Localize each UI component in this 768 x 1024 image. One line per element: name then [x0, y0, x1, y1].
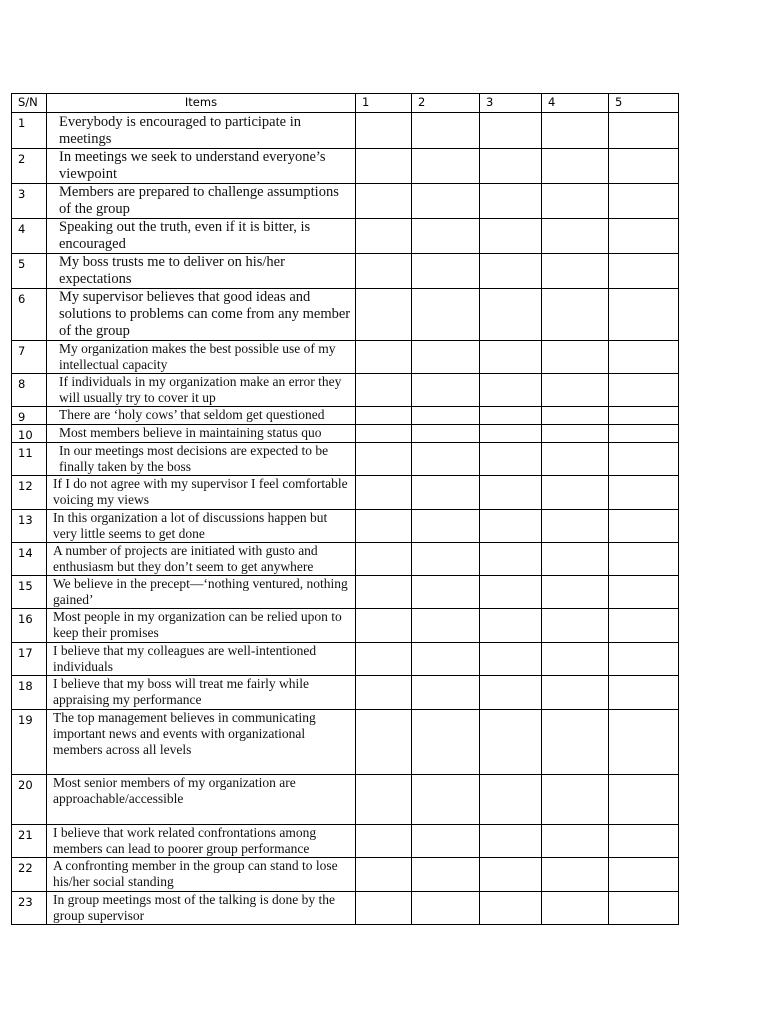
rating-cell-5[interactable] — [609, 609, 679, 643]
rating-cell-5[interactable] — [609, 254, 679, 289]
rating-cell-4[interactable] — [542, 113, 609, 149]
rating-cell-5[interactable] — [609, 825, 679, 858]
rating-cell-2[interactable] — [412, 113, 480, 149]
row-number: 9 — [12, 407, 47, 425]
rating-cell-3[interactable] — [480, 510, 542, 543]
rating-cell-1[interactable] — [356, 289, 412, 341]
row-number: 6 — [12, 289, 47, 341]
table-row — [12, 341, 679, 374]
item-text: My organization makes the best possible use of my intellectual capacity — [47, 341, 356, 374]
rating-cell-5[interactable] — [609, 341, 679, 374]
rating-cell-4[interactable] — [542, 149, 609, 184]
rating-cell-1[interactable] — [356, 407, 412, 425]
rating-cell-4[interactable] — [542, 341, 609, 374]
rating-cell-2[interactable] — [412, 825, 480, 858]
table-row — [12, 184, 679, 219]
rating-cell-5[interactable] — [609, 374, 679, 407]
rating-cell-4[interactable] — [542, 254, 609, 289]
rating-cell-5[interactable] — [609, 443, 679, 476]
rating-cell-1[interactable] — [356, 825, 412, 858]
rating-cell-4[interactable] — [542, 643, 609, 676]
rating-cell-5[interactable] — [609, 676, 679, 710]
table-row — [12, 858, 679, 892]
table-row — [12, 676, 679, 710]
item-text: I believe that work related confrontations among members can lead to poorer group performance — [47, 825, 356, 858]
header-scale-5: 5 — [609, 94, 679, 113]
rating-cell-5[interactable] — [609, 510, 679, 543]
rating-cell-1[interactable] — [356, 476, 412, 510]
rating-cell-1[interactable] — [356, 341, 412, 374]
item-text: Most members believe in maintaining status quo — [47, 425, 356, 443]
rating-cell-2[interactable] — [412, 510, 480, 543]
rating-cell-2[interactable] — [412, 219, 480, 254]
row-number: 1 — [12, 113, 47, 149]
item-text: In meetings we seek to understand everyone’s viewpoint — [47, 149, 356, 184]
row-number: 12 — [12, 476, 47, 510]
table-row — [12, 609, 679, 643]
rating-cell-2[interactable] — [412, 892, 480, 925]
survey-table — [11, 93, 679, 925]
rating-cell-3[interactable] — [480, 543, 542, 576]
rating-cell-3[interactable] — [480, 676, 542, 710]
rating-cell-4[interactable] — [542, 543, 609, 576]
table-row — [12, 710, 679, 775]
rating-cell-3[interactable] — [480, 374, 542, 407]
row-number: 14 — [12, 543, 47, 576]
rating-cell-3[interactable] — [480, 858, 542, 892]
rating-cell-5[interactable] — [609, 289, 679, 341]
rating-cell-2[interactable] — [412, 184, 480, 219]
header-row — [12, 94, 679, 113]
item-text: If I do not agree with my supervisor I feel comfortable voicing my views — [47, 476, 356, 510]
rating-cell-1[interactable] — [356, 676, 412, 710]
item-text: Most people in my organization can be relied upon to keep their promises — [47, 609, 356, 643]
table-row — [12, 643, 679, 676]
row-number: 2 — [12, 149, 47, 184]
rating-cell-1[interactable] — [356, 609, 412, 643]
row-number: 3 — [12, 184, 47, 219]
rating-cell-4[interactable] — [542, 825, 609, 858]
rating-cell-2[interactable] — [412, 609, 480, 643]
row-number: 17 — [12, 643, 47, 676]
row-number: 13 — [12, 510, 47, 543]
rating-cell-1[interactable] — [356, 543, 412, 576]
rating-cell-4[interactable] — [542, 289, 609, 341]
rating-cell-1[interactable] — [356, 510, 412, 543]
rating-cell-3[interactable] — [480, 825, 542, 858]
table-row — [12, 892, 679, 925]
item-text: My supervisor believes that good ideas and solutions to problems can come from any member of the group — [47, 289, 356, 341]
rating-cell-5[interactable] — [609, 775, 679, 825]
rating-cell-5[interactable] — [609, 476, 679, 510]
rating-cell-3[interactable] — [480, 476, 542, 510]
header-sn: S/N — [12, 94, 47, 113]
item-text: There are ‘holy cows’ that seldom get questioned — [47, 407, 356, 425]
rating-cell-2[interactable] — [412, 576, 480, 609]
rating-cell-4[interactable] — [542, 775, 609, 825]
rating-cell-2[interactable] — [412, 676, 480, 710]
rating-cell-1[interactable] — [356, 374, 412, 407]
rating-cell-3[interactable] — [480, 643, 542, 676]
rating-cell-2[interactable] — [412, 543, 480, 576]
item-text: The top management believes in communicating important news and events with organizational members across all levels — [47, 710, 356, 775]
item-text: Everybody is encouraged to participate in meetings — [47, 113, 356, 149]
rating-cell-1[interactable] — [356, 149, 412, 184]
table-row — [12, 219, 679, 254]
rating-cell-2[interactable] — [412, 289, 480, 341]
row-number: 20 — [12, 775, 47, 825]
rating-cell-3[interactable] — [480, 576, 542, 609]
rating-cell-4[interactable] — [542, 609, 609, 643]
rating-cell-3[interactable] — [480, 892, 542, 925]
rating-cell-1[interactable] — [356, 710, 412, 775]
rating-cell-1[interactable] — [356, 425, 412, 443]
row-number: 19 — [12, 710, 47, 775]
table-row — [12, 254, 679, 289]
rating-cell-5[interactable] — [609, 113, 679, 149]
table-row — [12, 543, 679, 576]
header-scale-1: 1 — [356, 94, 412, 113]
item-text: In this organization a lot of discussions happen but very little seems to get done — [47, 510, 356, 543]
rating-cell-3[interactable] — [480, 425, 542, 443]
table-row — [12, 374, 679, 407]
row-number: 7 — [12, 341, 47, 374]
rating-cell-3[interactable] — [480, 149, 542, 184]
header-scale-3: 3 — [480, 94, 542, 113]
item-text: A confronting member in the group can stand to lose his/her social standing — [47, 858, 356, 892]
rating-cell-3[interactable] — [480, 219, 542, 254]
rating-cell-3[interactable] — [480, 113, 542, 149]
rating-cell-4[interactable] — [542, 425, 609, 443]
rating-cell-5[interactable] — [609, 643, 679, 676]
rating-cell-1[interactable] — [356, 643, 412, 676]
table-row — [12, 476, 679, 510]
item-text: In our meetings most decisions are expected to be finally taken by the boss — [47, 443, 356, 476]
rating-cell-1[interactable] — [356, 443, 412, 476]
item-text: Most senior members of my organization are approachable/accessible — [47, 775, 356, 825]
item-text: Members are prepared to challenge assumptions of the group — [47, 184, 356, 219]
rating-cell-4[interactable] — [542, 892, 609, 925]
rating-cell-5[interactable] — [609, 710, 679, 775]
rating-cell-1[interactable] — [356, 254, 412, 289]
rating-cell-3[interactable] — [480, 775, 542, 825]
row-number: 22 — [12, 858, 47, 892]
rating-cell-3[interactable] — [480, 710, 542, 775]
rating-cell-4[interactable] — [542, 219, 609, 254]
row-number: 16 — [12, 609, 47, 643]
rating-cell-5[interactable] — [609, 858, 679, 892]
item-text: A number of projects are initiated with gusto and enthusiasm but they don’t seem to get anywhere — [47, 543, 356, 576]
rating-cell-2[interactable] — [412, 374, 480, 407]
rating-cell-2[interactable] — [412, 407, 480, 425]
rating-cell-4[interactable] — [542, 676, 609, 710]
row-number: 8 — [12, 374, 47, 407]
table-row — [12, 407, 679, 425]
rating-cell-1[interactable] — [356, 858, 412, 892]
rating-cell-5[interactable] — [609, 149, 679, 184]
rating-cell-4[interactable] — [542, 576, 609, 609]
table-row — [12, 443, 679, 476]
rating-cell-4[interactable] — [542, 710, 609, 775]
rating-cell-3[interactable] — [480, 443, 542, 476]
rating-cell-3[interactable] — [480, 407, 542, 425]
rating-cell-5[interactable] — [609, 425, 679, 443]
row-number: 18 — [12, 676, 47, 710]
rating-cell-2[interactable] — [412, 710, 480, 775]
rating-cell-2[interactable] — [412, 858, 480, 892]
rating-cell-3[interactable] — [480, 341, 542, 374]
item-text: I believe that my colleagues are well-intentioned individuals — [47, 643, 356, 676]
rating-cell-3[interactable] — [480, 289, 542, 341]
rating-cell-4[interactable] — [542, 407, 609, 425]
table-row — [12, 576, 679, 609]
rating-cell-4[interactable] — [542, 510, 609, 543]
table-row — [12, 775, 679, 825]
row-number: 5 — [12, 254, 47, 289]
row-number: 15 — [12, 576, 47, 609]
rating-cell-1[interactable] — [356, 113, 412, 149]
rating-cell-2[interactable] — [412, 149, 480, 184]
rating-cell-2[interactable] — [412, 775, 480, 825]
table-row — [12, 825, 679, 858]
rating-cell-5[interactable] — [609, 407, 679, 425]
rating-cell-1[interactable] — [356, 892, 412, 925]
rating-cell-1[interactable] — [356, 219, 412, 254]
row-number: 4 — [12, 219, 47, 254]
row-number: 23 — [12, 892, 47, 925]
rating-cell-5[interactable] — [609, 219, 679, 254]
rating-cell-1[interactable] — [356, 184, 412, 219]
rating-cell-2[interactable] — [412, 254, 480, 289]
header-items: Items — [47, 94, 356, 113]
rating-cell-2[interactable] — [412, 643, 480, 676]
item-text: My boss trusts me to deliver on his/her expectations — [47, 254, 356, 289]
rating-cell-1[interactable] — [356, 775, 412, 825]
table-row — [12, 149, 679, 184]
item-text: I believe that my boss will treat me fairly while appraising my performance — [47, 676, 356, 710]
header-scale-4: 4 — [542, 94, 609, 113]
table-row — [12, 113, 679, 149]
rating-cell-4[interactable] — [542, 443, 609, 476]
rating-cell-2[interactable] — [412, 341, 480, 374]
rating-cell-4[interactable] — [542, 858, 609, 892]
rows-body — [12, 113, 679, 925]
rating-cell-1[interactable] — [356, 576, 412, 609]
table-row — [12, 289, 679, 341]
item-text: We believe in the precept—‘nothing ventured, nothing gained’ — [47, 576, 356, 609]
rating-cell-3[interactable] — [480, 609, 542, 643]
rating-cell-4[interactable] — [542, 476, 609, 510]
row-number: 21 — [12, 825, 47, 858]
header-scale-2: 2 — [412, 94, 480, 113]
row-number: 11 — [12, 443, 47, 476]
table-row — [12, 425, 679, 443]
row-number: 10 — [12, 425, 47, 443]
rating-cell-2[interactable] — [412, 425, 480, 443]
item-text: If individuals in my organization make an error they will usually try to cover it up — [47, 374, 356, 407]
rating-cell-4[interactable] — [542, 184, 609, 219]
rating-cell-4[interactable] — [542, 374, 609, 407]
rating-cell-2[interactable] — [412, 476, 480, 510]
rating-cell-2[interactable] — [412, 443, 480, 476]
rating-cell-5[interactable] — [609, 184, 679, 219]
table-row — [12, 510, 679, 543]
rating-cell-3[interactable] — [480, 184, 542, 219]
rating-cell-5[interactable] — [609, 576, 679, 609]
rating-cell-5[interactable] — [609, 892, 679, 925]
rating-cell-3[interactable] — [480, 254, 542, 289]
rating-cell-5[interactable] — [609, 543, 679, 576]
item-text: In group meetings most of the talking is done by the group supervisor — [47, 892, 356, 925]
item-text: Speaking out the truth, even if it is bitter, is encouraged — [47, 219, 356, 254]
